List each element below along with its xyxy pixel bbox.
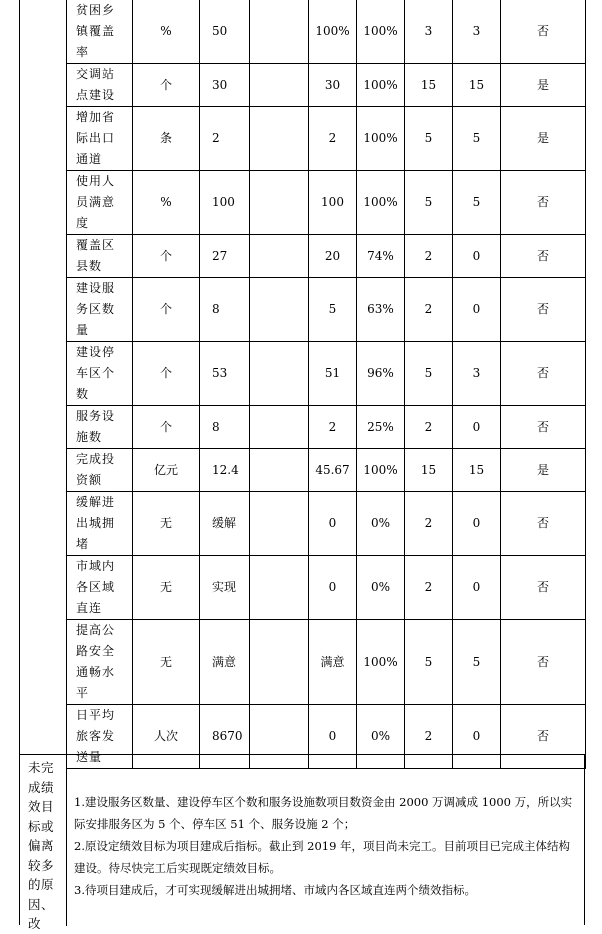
- conclusion-cell: 否: [501, 342, 586, 406]
- actual-value: 100: [309, 171, 357, 235]
- score-value: 15: [453, 64, 501, 107]
- score-value: 0: [453, 705, 501, 769]
- conclusion-cell: 是: [501, 107, 586, 171]
- completion-rate: 0%: [357, 492, 405, 556]
- score-value: 5: [453, 107, 501, 171]
- unit-cell: %: [133, 171, 200, 235]
- score-value: 0: [453, 556, 501, 620]
- indicator-rows: [20, 0, 586, 769]
- completion-rate: 74%: [357, 235, 405, 278]
- target-value: 实现: [200, 556, 250, 620]
- score-value: 3: [453, 342, 501, 406]
- indicator-name: 交调站点建设: [67, 64, 133, 107]
- target-value: 8670: [200, 705, 250, 769]
- indicator-name: 增加省际出口通道: [67, 107, 133, 171]
- table-row: [20, 492, 586, 556]
- weight-value: 2: [405, 492, 453, 556]
- lead-cell: [20, 342, 67, 406]
- table-row: [20, 0, 586, 64]
- blank-cell: [250, 556, 309, 620]
- blank-cell: [250, 64, 309, 107]
- table-row: [20, 278, 586, 342]
- conclusion-cell: 否: [501, 0, 586, 64]
- weight-value: 2: [405, 278, 453, 342]
- weight-value: 3: [405, 0, 453, 64]
- indicator-name: 完成投资额: [67, 449, 133, 492]
- unit-cell: 个: [133, 278, 200, 342]
- conclusion-cell: 否: [501, 171, 586, 235]
- table-row: [20, 406, 586, 449]
- blank-cell: [250, 107, 309, 171]
- lead-cell: [20, 449, 67, 492]
- unit-cell: 无: [133, 620, 200, 705]
- blank-cell: [250, 0, 309, 64]
- table-row: [20, 171, 586, 235]
- blank-cell: [250, 171, 309, 235]
- score-value: 0: [453, 278, 501, 342]
- weight-value: 5: [405, 620, 453, 705]
- actual-value: 0: [309, 492, 357, 556]
- completion-rate: 96%: [357, 342, 405, 406]
- blank-cell: [250, 342, 309, 406]
- blank-cell: [250, 278, 309, 342]
- indicator-name: 提高公路安全通畅水平: [67, 620, 133, 705]
- actual-value: 45.67: [309, 449, 357, 492]
- unit-cell: 个: [133, 235, 200, 278]
- table-row: [20, 620, 586, 705]
- indicator-name: 覆盖区县数: [67, 235, 133, 278]
- target-value: 8: [200, 278, 250, 342]
- reason-item: 2.原设定绩效目标为项目建成后指标。截止到 2019 年，项目尚未完工。目前项目已完成主体结构建设。待尽快完工后实现既定绩效目标。: [74, 839, 571, 875]
- conclusion-cell: 是: [501, 449, 586, 492]
- score-value: 15: [453, 449, 501, 492]
- weight-value: 15: [405, 449, 453, 492]
- conclusion-cell: 否: [501, 705, 586, 769]
- actual-value: 20: [309, 235, 357, 278]
- actual-value: 0: [309, 705, 357, 769]
- indicator-name: 贫困乡镇覆盖率: [67, 0, 133, 64]
- completion-rate: 100%: [357, 64, 405, 107]
- blank-cell: [250, 406, 309, 449]
- target-value: 27: [200, 235, 250, 278]
- target-value: 缓解: [200, 492, 250, 556]
- blank-cell: [250, 620, 309, 705]
- unit-cell: 个: [133, 342, 200, 406]
- score-value: 0: [453, 235, 501, 278]
- lead-cell: [20, 107, 67, 171]
- target-value: 满意: [200, 620, 250, 705]
- completion-rate: 100%: [357, 171, 405, 235]
- indicator-name: 建设停车区个数: [67, 342, 133, 406]
- unit-cell: 条: [133, 107, 200, 171]
- target-value: 53: [200, 342, 250, 406]
- completion-rate: 63%: [357, 278, 405, 342]
- lead-cell: [20, 278, 67, 342]
- blank-cell: [250, 492, 309, 556]
- actual-value: 51: [309, 342, 357, 406]
- table-row: [20, 64, 586, 107]
- indicator-name: 使用人员满意度: [67, 171, 133, 235]
- conclusion-cell: 否: [501, 556, 586, 620]
- completion-rate: 100%: [357, 449, 405, 492]
- lead-cell: [20, 64, 67, 107]
- table-row: [20, 107, 586, 171]
- indicator-name: 服务设施数: [67, 406, 133, 449]
- lead-cell: [20, 556, 67, 620]
- actual-value: 2: [309, 107, 357, 171]
- blank-cell: [250, 449, 309, 492]
- actual-value: 30: [309, 64, 357, 107]
- lead-cell: [20, 235, 67, 278]
- unit-cell: 无: [133, 492, 200, 556]
- indicator-name: 建设服务区数量: [67, 278, 133, 342]
- unit-cell: %: [133, 0, 200, 64]
- weight-value: 2: [405, 235, 453, 278]
- table-row: [20, 449, 586, 492]
- table-row: [20, 342, 586, 406]
- weight-value: 5: [405, 107, 453, 171]
- score-value: 0: [453, 492, 501, 556]
- conclusion-cell: 否: [501, 620, 586, 705]
- lead-cell: [20, 492, 67, 556]
- weight-value: 5: [405, 171, 453, 235]
- score-value: 5: [453, 171, 501, 235]
- unit-cell: 个: [133, 64, 200, 107]
- indicator-name: 市域内各区域直连: [67, 556, 133, 620]
- target-value: 100: [200, 171, 250, 235]
- reason-item: 3.待项目建成后，才可实现缓解进出城拥堵、市域内各区域直连两个绩效指标。: [74, 883, 476, 897]
- weight-value: 5: [405, 342, 453, 406]
- indicator-name: 缓解进出城拥堵: [67, 492, 133, 556]
- completion-rate: 100%: [357, 0, 405, 64]
- conclusion-cell: 否: [501, 492, 586, 556]
- target-value: 30: [200, 64, 250, 107]
- actual-value: 100%: [309, 0, 357, 64]
- target-value: 8: [200, 406, 250, 449]
- blank-cell: [250, 235, 309, 278]
- lead-cell: [20, 406, 67, 449]
- reason-label: 未完成绩效目标或偏离较多的原因、改: [20, 755, 67, 926]
- unit-cell: 个: [133, 406, 200, 449]
- weight-value: 2: [405, 705, 453, 769]
- completion-rate: 0%: [357, 556, 405, 620]
- conclusion-cell: 否: [501, 406, 586, 449]
- score-value: 5: [453, 620, 501, 705]
- target-value: 12.4: [200, 449, 250, 492]
- weight-value: 2: [405, 556, 453, 620]
- lead-cell: [20, 0, 67, 64]
- indicator-name: 日平均旅客发送量: [67, 705, 133, 769]
- table-row: [20, 235, 586, 278]
- actual-value: 0: [309, 556, 357, 620]
- unit-cell: 亿元: [133, 449, 200, 492]
- actual-value: 满意: [309, 620, 357, 705]
- lead-cell: [20, 620, 67, 705]
- completion-rate: 100%: [357, 620, 405, 705]
- weight-value: 2: [405, 406, 453, 449]
- score-value: 0: [453, 406, 501, 449]
- completion-rate: 25%: [357, 406, 405, 449]
- performance-indicator-table: [19, 0, 586, 769]
- lead-cell: [20, 171, 67, 235]
- unit-cell: 无: [133, 556, 200, 620]
- completion-rate: 0%: [357, 705, 405, 769]
- table-row: [20, 556, 586, 620]
- target-value: 50: [200, 0, 250, 64]
- conclusion-cell: 是: [501, 64, 586, 107]
- score-value: 3: [453, 0, 501, 64]
- reason-text: [74, 791, 579, 901]
- conclusion-cell: 否: [501, 278, 586, 342]
- completion-rate: 100%: [357, 107, 405, 171]
- conclusion-cell: 否: [501, 235, 586, 278]
- actual-value: 5: [309, 278, 357, 342]
- target-value: 2: [200, 107, 250, 171]
- reason-section: [19, 754, 585, 931]
- weight-value: 15: [405, 64, 453, 107]
- unit-cell: 人次: [133, 705, 200, 769]
- actual-value: 2: [309, 406, 357, 449]
- reason-item: 1.建设服务区数量、建设停车区个数和服务设施数项目数资金由 2000 万调减成 1000 万，所以实际安排服务区为 5 个、停车区 51 个、服务设施 2 个；: [74, 795, 573, 831]
